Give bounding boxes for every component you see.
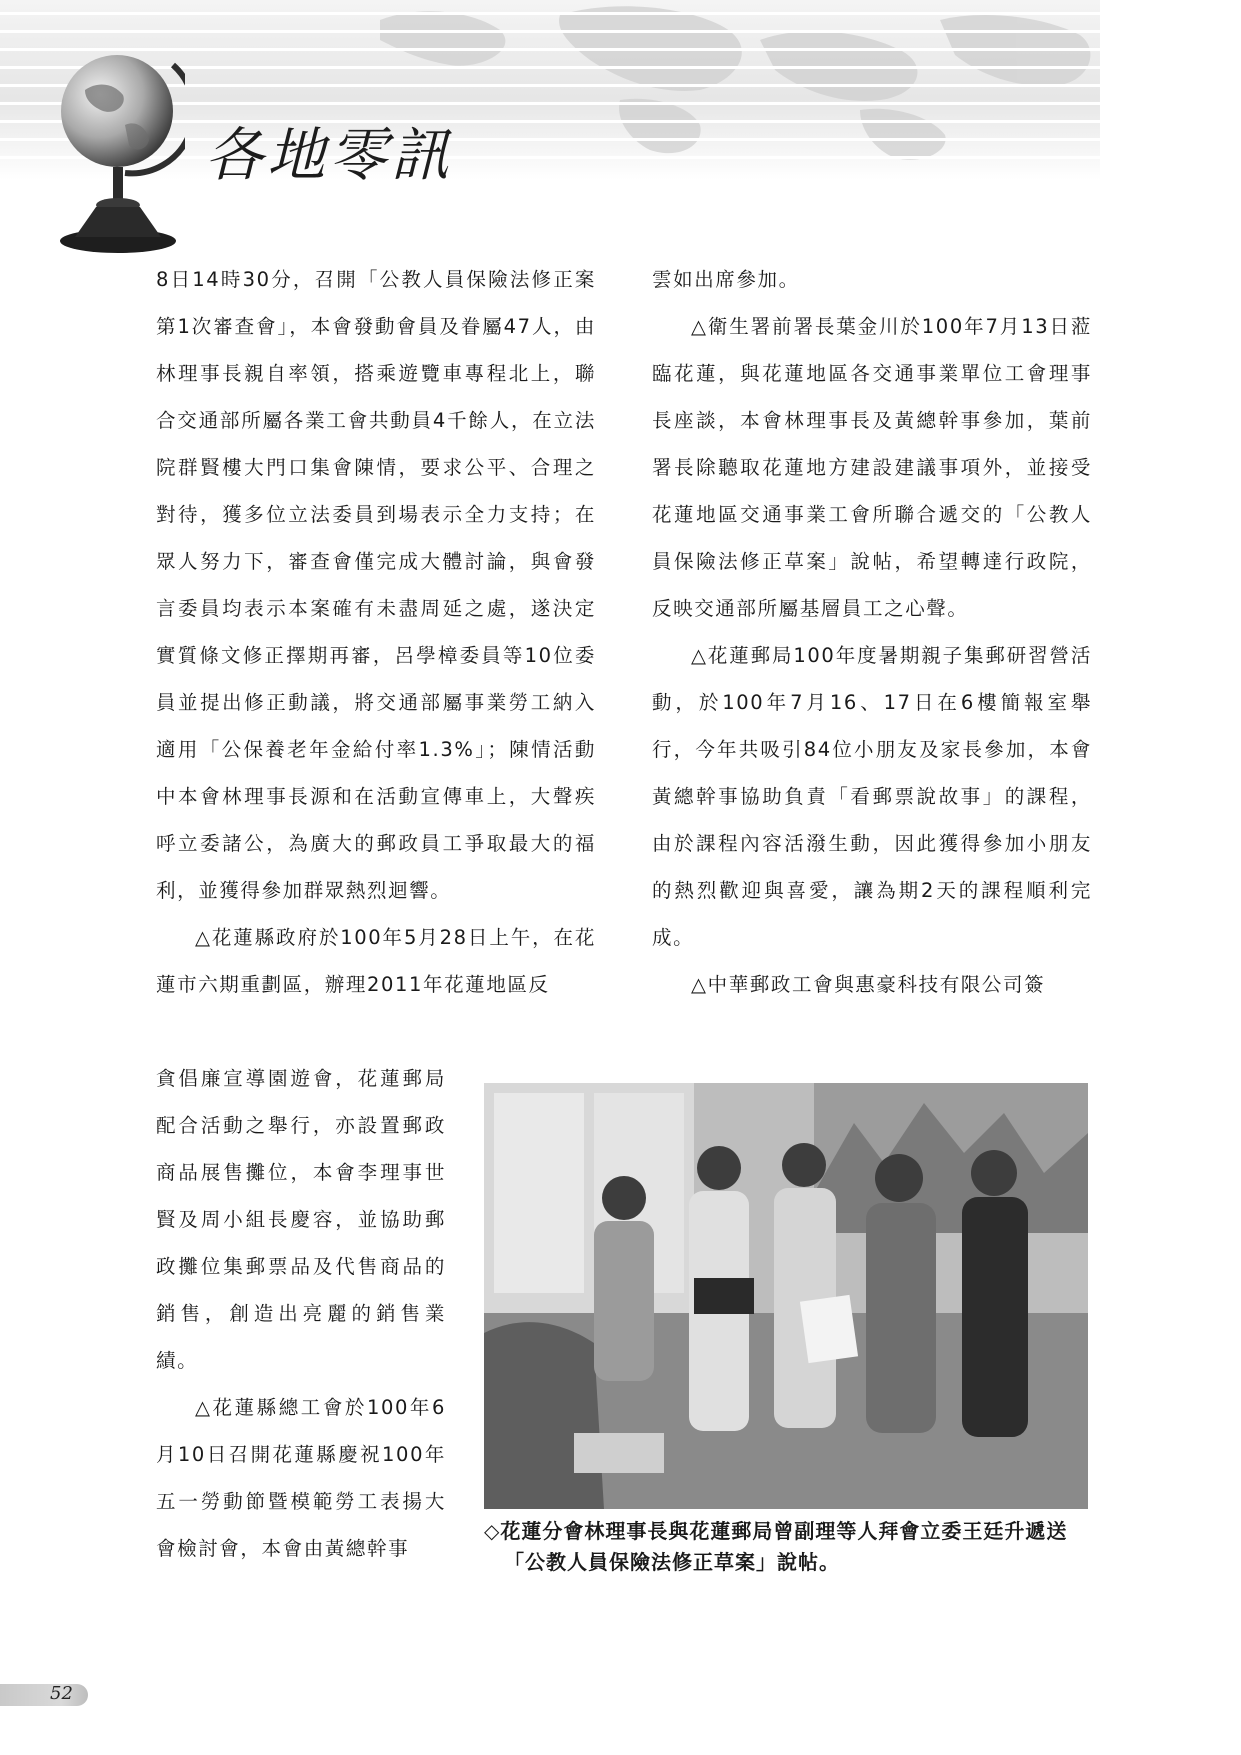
paragraph: 貪倡廉宣導園遊會，花蓮郵局配合活動之舉行，亦設置郵政商品展售攤位，本會李理事世賢及周小組長慶容，並協助郵政攤位集郵票品及代售商品的銷售，創造出亮麗的銷售業績。 <box>156 1067 446 1372</box>
paragraph: △花蓮縣總工會於100年6月10日召開花蓮縣慶祝100年五一勞動節暨模範勞工表揚大會檢討會，本會由黃總幹事 <box>156 1396 446 1560</box>
caption-line: ◇花蓮分會林理事長與花蓮郵局曾副理等人拜會立委王廷升遞送 <box>484 1519 1068 1543</box>
paragraph: △中華郵政工會與惠豪科技有限公司簽 <box>691 973 1046 996</box>
paragraph: △花蓮縣政府於100年5月28日上午，在花蓮市六期重劃區，辦理2011年花蓮地區反 <box>156 926 596 996</box>
paragraph: △衛生署前署長葉金川於100年7月13日蒞臨花蓮，與花蓮地區各交通事業單位工會理事長座談，本會林理事長及黃總幹事參加，葉前署長除聽取花蓮地方建設建議事項外，並接受花蓮地區交通事業工會所聯合遞交的「公教人員保險法修正草案」說帖，希望轉達行政院，反映交通部所屬基層員工之心聲。 <box>652 315 1092 620</box>
paragraph: 雲如出席參加。 <box>652 268 800 291</box>
group-photo <box>484 1083 1088 1509</box>
section-title: 各地零訊 <box>205 121 454 189</box>
photo-caption <box>484 1516 1104 1578</box>
caption-line: 「公教人員保險法修正草案」說帖。 <box>504 1550 840 1574</box>
article-column-left-narrow <box>156 1055 446 1572</box>
article-column-left <box>156 256 596 1008</box>
paragraph: 8日14時30分，召開「公教人員保險法修正案第1次審查會」，本會發動會員及眷屬47人，由林理事長親自率領，搭乘遊覽車專程北上，聯合交通部所屬各業工會共動員4千餘人，在立法院群賢樓大門口集會陳情，要求公平、合理之對待，獲多位立法委員到場表示全力支持；在眾人努力下，審查會僅完成大體討論，與會發言委員均表示本案確有未盡周延之處，遂決定實質條文修正擇期再審，呂學樟委員等10位委員並提出修正動議，將交通部屬事業勞工納入適用「公保養老年金給付率1.3%」；陳情活動中本會林理事長源和在活動宣傳車上，大聲疾呼立委諸公，為廣大的郵政員工爭取最大的福利，並獲得參加群眾熱烈迴響。 <box>156 268 596 902</box>
globe-icon <box>55 45 185 255</box>
page-number-tab <box>0 1684 88 1706</box>
page-number: 52 <box>50 1683 73 1704</box>
article-column-right <box>652 256 1092 1008</box>
paragraph: △花蓮郵局100年度暑期親子集郵研習營活動，於100年7月16、17日在6樓簡報室舉行，今年共吸引84位小朋友及家長參加，本會黃總幹事協助負責「看郵票說故事」的課程，由於課程內容活潑生動，因此獲得參加小朋友的熱烈歡迎與喜愛，讓為期2天的課程順利完成。 <box>652 644 1092 949</box>
